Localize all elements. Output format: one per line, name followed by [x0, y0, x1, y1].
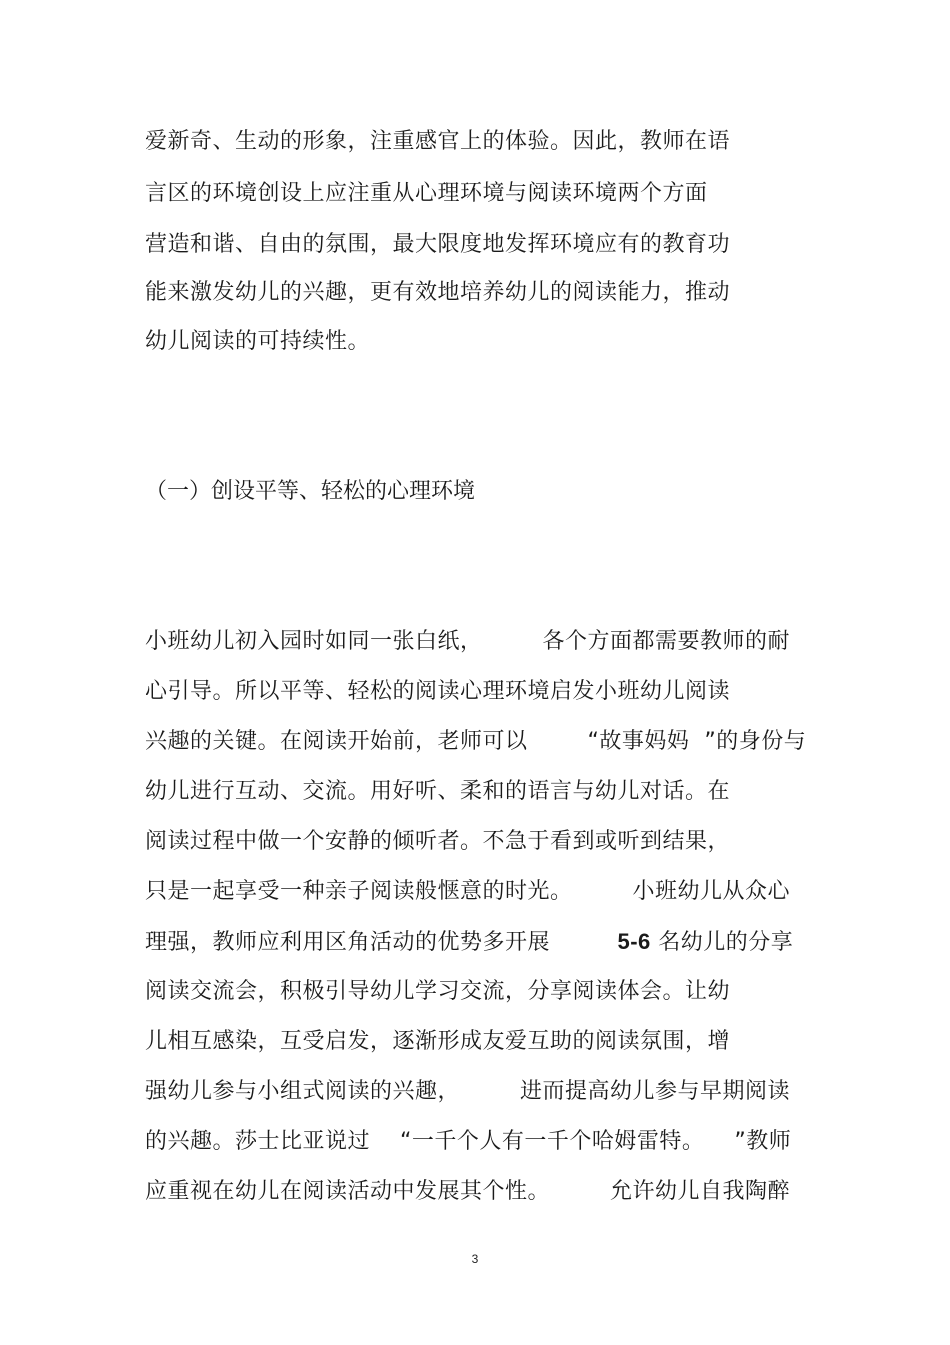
paragraph-line: 言区的环境创设上应注重从心理环境与阅读环境两个方面: [145, 181, 708, 206]
page-number: 3: [471, 1252, 479, 1266]
section-heading: （一）创设平等、轻松的心理环境: [145, 479, 476, 504]
paragraph-line: 的兴趣。莎士比亚说过 “一千个人有一千个哈姆雷特。 ”教师: [145, 1129, 792, 1154]
paragraph-line: 幼儿阅读的可持续性。: [145, 329, 371, 354]
paragraph-line: 应重视在幼儿在阅读活动中发展其个性。 允许幼儿自我陶醉: [145, 1179, 790, 1204]
line-text: 名幼儿的分享: [650, 930, 794, 955]
paragraph-line: 心引导。所以平等、轻松的阅读心理环境启发小班幼儿阅读: [145, 679, 731, 704]
paragraph-line: 幼儿进行互动、交流。用好听、柔和的语言与幼儿对话。在: [145, 779, 731, 804]
paragraph-line: 阅读过程中做一个安静的倾听者。不急于看到或听到结果，: [145, 829, 731, 854]
paragraph-line: 兴趣的关键。在阅读开始前，老师可以 “故事妈妈 ”的身份与: [145, 729, 807, 754]
paragraph-line: 能来激发幼儿的兴趣，更有效地培养幼儿的阅读能力，推动: [145, 280, 731, 305]
paragraph-line: 阅读交流会，积极引导幼儿学习交流，分享阅读体会。让幼: [145, 979, 731, 1004]
paragraph-line: 强幼儿参与小组式阅读的兴趣， 进而提高幼儿参与早期阅读: [145, 1079, 790, 1104]
paragraph-line: [145, 927, 793, 958]
paragraph-line: 只是一起享受一种亲子阅读般惬意的时光。 小班幼儿从众心: [145, 879, 790, 904]
paragraph-line: 小班幼儿初入园时如同一张白纸， 各个方面都需要教师的耐: [145, 629, 790, 654]
bold-number: 5-6: [617, 929, 651, 954]
paragraph-line: 营造和谐、自由的氛围，最大限度地发挥环境应有的教育功: [145, 232, 731, 257]
line-text: 理强，教师应利用区角活动的优势多开展: [145, 930, 618, 955]
paragraph-line: 儿相互感染，互受启发，逐渐形成友爱互助的阅读氛围，增: [145, 1029, 731, 1054]
paragraph-line: 爱新奇、生动的形象，注重感官上的体验。因此，教师在语: [145, 129, 731, 154]
